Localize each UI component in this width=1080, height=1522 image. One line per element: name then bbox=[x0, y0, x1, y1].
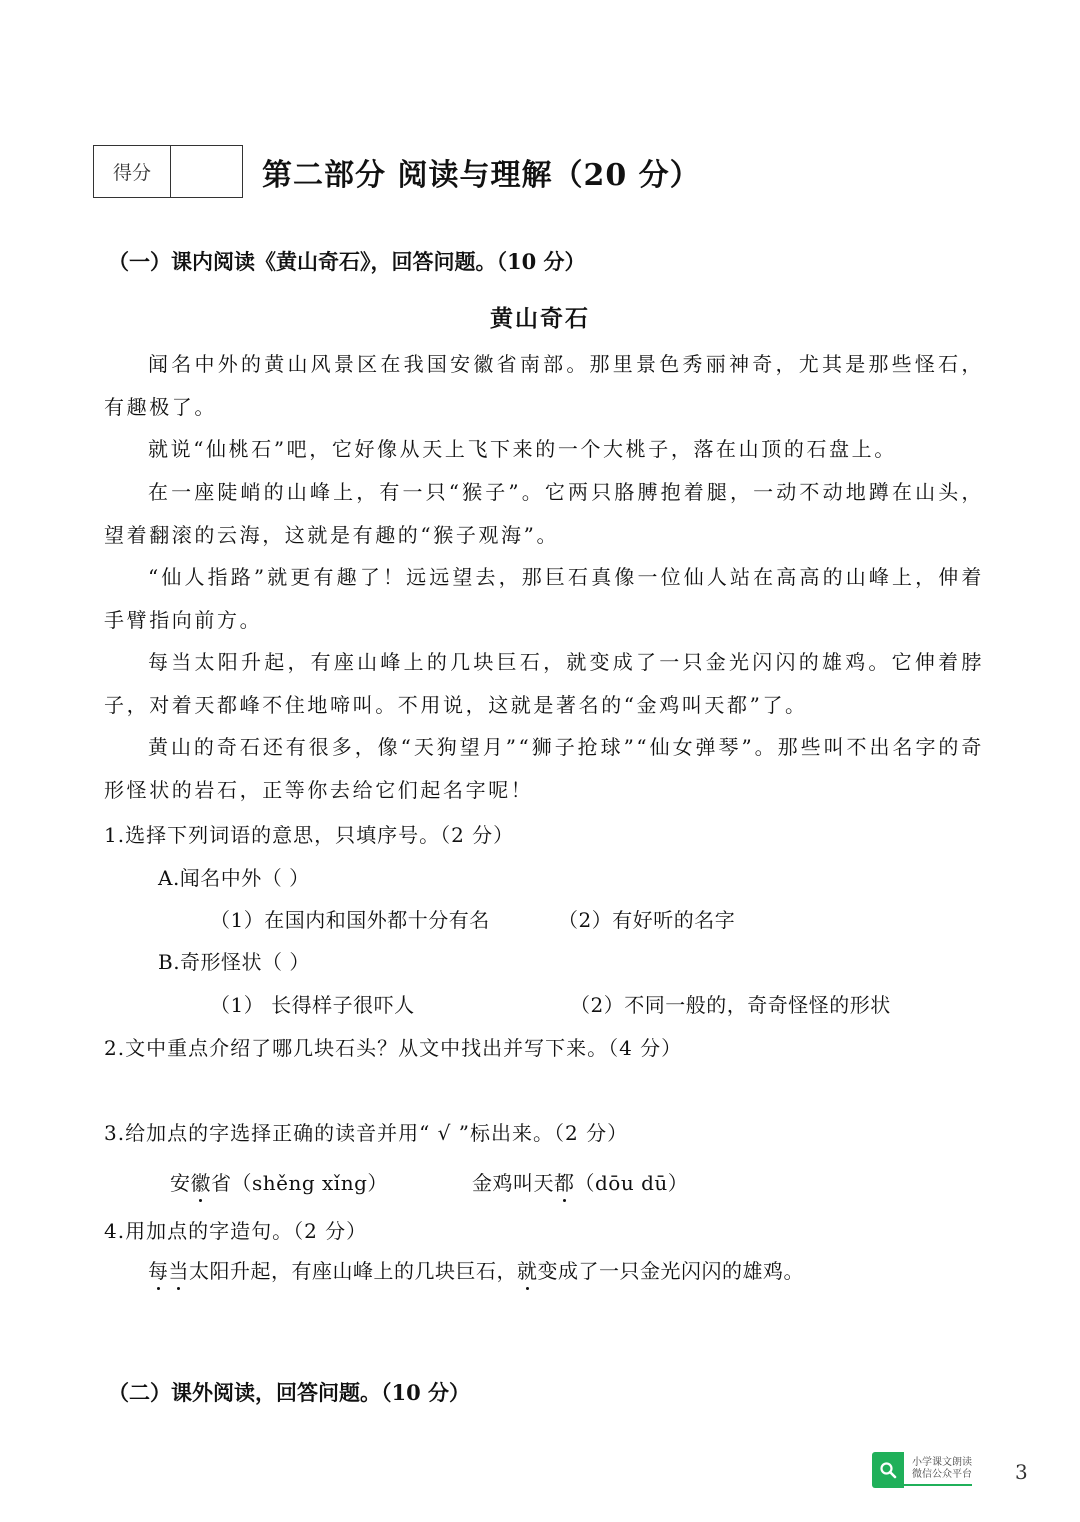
section2-title: （二）课外阅读，回答问题。（10 分） bbox=[108, 1380, 471, 1405]
score-box bbox=[93, 145, 243, 198]
question-2: 2.文中重点介绍了哪几块石头？从文中找出并写下来。（4 分） bbox=[104, 1036, 683, 1060]
section1-title: （一）课内阅读《黄山奇石》，回答问题。（10 分） bbox=[108, 249, 586, 274]
paragraph-2: 就说“仙桃石”吧，它好像从天上飞下来的一个大桃子，落在山顶的石盘上。 bbox=[148, 437, 897, 461]
q3-item-1-pinyin: 省（shěng xǐng） bbox=[211, 1171, 388, 1195]
q1-b-option-1: （1） 长得样子很吓人 bbox=[210, 993, 415, 1017]
paragraph-3: 在一座陡峭的山峰上，有一只“猴子”。它两只胳膊抱着腿，一动不动地蹲在山头，望着翻滚的云海，这就是有趣的“猴子观海”。 bbox=[104, 480, 984, 547]
q3-item-2-pre: 金鸡叫天 bbox=[472, 1171, 554, 1195]
q3-item-1[interactable] bbox=[170, 1167, 388, 1196]
q1-a-option-1: （1）在国内和国外都十分有名 bbox=[210, 908, 490, 932]
paragraph-4: “仙人指路”就更有趣了！远远望去，那巨石真像一位仙人站在高高的山峰上，伸着手臂指向前方。 bbox=[104, 565, 984, 632]
search-icon bbox=[872, 1452, 904, 1488]
q1-b-option-2: （2）不同一般的，奇奇怪怪的形状 bbox=[570, 993, 891, 1017]
q4-dotted-char-2: 当 bbox=[168, 1259, 189, 1283]
q3-item-2-pinyin: （dōu dū） bbox=[574, 1171, 689, 1195]
q3-item-2[interactable] bbox=[472, 1167, 688, 1196]
q3-item-1-pre: 安 bbox=[170, 1171, 191, 1195]
q1-a-label[interactable]: A.闻名中外（ ） bbox=[158, 866, 310, 890]
q3-item-2-dotted-char: 都 bbox=[554, 1171, 575, 1195]
logo-line-1: 小学课文朗读 bbox=[912, 1457, 972, 1468]
paragraph-1: 闻名中外的黄山风景区在我国安徽省南部。那里景色秀丽神奇，尤其是那些怪石，有趣极了。 bbox=[104, 352, 984, 419]
question-4: 4.用加点的字造句。（2 分） bbox=[104, 1219, 368, 1243]
q4-sentence bbox=[148, 1255, 804, 1284]
logo-line-2: 微信公众平台 bbox=[912, 1469, 972, 1480]
question-3: 3.给加点的字选择正确的读音并用“ √ ”标出来。（2 分） bbox=[104, 1121, 629, 1145]
paragraph-5: 每当太阳升起，有座山峰上的几块巨石，就变成了一只金光闪闪的雄鸡。它伸着脖子，对着天都峰不住地啼叫。不用说，这就是著名的“金鸡叫天都”了。 bbox=[104, 650, 984, 717]
q1-a-option-2: （2）有好听的名字 bbox=[558, 908, 736, 932]
part-title: 第二部分 阅读与理解（20 分） bbox=[262, 158, 701, 193]
passage-title: 黄山奇石 bbox=[490, 305, 590, 332]
q4-sentence-end: 变成了一只金光闪闪的雄鸡。 bbox=[537, 1259, 804, 1283]
q2-answer-area[interactable] bbox=[104, 1064, 984, 1114]
paragraph-6: 黄山的奇石还有很多，像“天狗望月”“狮子抢球”“仙女弹琴”。那些叫不出名字的奇形怪状的岩石，正等你去给它们起名字呢！ bbox=[104, 735, 984, 802]
q4-sentence-mid: 太阳升起，有座山峰上的几块巨石， bbox=[189, 1259, 517, 1283]
q4-dotted-char-3: 就 bbox=[517, 1259, 538, 1283]
question-1: 1.选择下列词语的意思，只填序号。（2 分） bbox=[104, 823, 515, 847]
q3-item-1-dotted-char: 徽 bbox=[190, 1171, 211, 1195]
q4-dotted-char-1: 每 bbox=[148, 1259, 169, 1283]
logo-text bbox=[904, 1454, 972, 1486]
wechat-logo[interactable] bbox=[872, 1452, 998, 1488]
score-label: 得分 bbox=[94, 146, 171, 197]
q4-answer-area[interactable] bbox=[104, 1290, 984, 1350]
q1-b-label[interactable]: B.奇形怪状（ ） bbox=[158, 950, 310, 974]
page-number: 3 bbox=[1015, 1460, 1028, 1484]
score-cell[interactable] bbox=[171, 146, 242, 197]
